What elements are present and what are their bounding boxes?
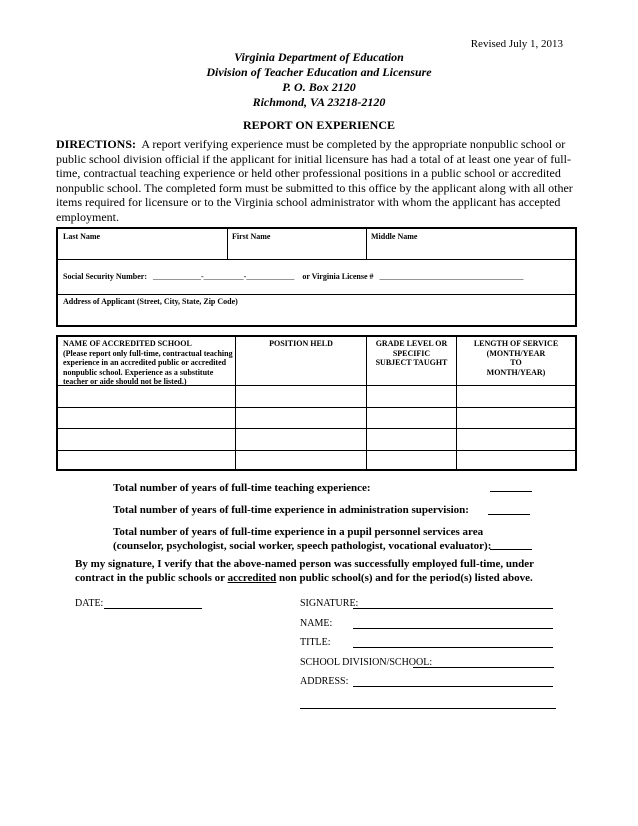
address-field[interactable]: Address of Applicant (Street, City, State, Zip Code)	[63, 297, 238, 306]
col-length-line: (MONTH/YEAR	[486, 348, 546, 358]
col-length-line: MONTH/YEAR)	[486, 367, 546, 377]
school-division-label: SCHOOL DIVISION/SCHOOL:	[300, 657, 433, 668]
total-teaching-label: Total number of years of full-time teaching experience:	[113, 482, 371, 494]
row-divider	[58, 428, 575, 429]
divider	[366, 229, 367, 260]
title-field[interactable]	[353, 647, 553, 648]
form-title: REPORT ON EXPERIENCE	[242, 118, 396, 132]
directions-text: A report verifying experience must be completed by the appropriate nonpublic school or public school division official if the applicant for initial licensure has had a total of at least one year of full-time, contractual teaching experience or held other professional positions in a public school or accredited nonpublic school. The completed form must be submitted to this office by the applicant along with all other items required for licensure or to the Virginia school administrator with whom the applicant has accepted employment.	[56, 137, 573, 224]
last-name-field[interactable]: Last Name	[63, 232, 101, 241]
col-length-line: LENGTH OF SERVICE	[473, 339, 559, 348]
row-divider	[58, 407, 575, 408]
col-school-title: NAME OF ACCREDITED SCHOOL	[63, 339, 192, 348]
title-label: TITLE:	[300, 637, 331, 648]
name-field[interactable]	[353, 628, 553, 629]
col-grade-header	[367, 339, 456, 368]
header-line-1: Virginia Department of Education	[234, 50, 404, 64]
date-field[interactable]	[104, 608, 202, 609]
name-label: NAME:	[300, 618, 333, 629]
total-admin-label: Total number of years of full-time experience in administration supervision:	[113, 504, 469, 516]
verify-text-2: non public school(s) and for the period(s) listed above.	[276, 571, 533, 584]
address-label: ADDRESS:	[300, 676, 349, 687]
col-grade-line: GRADE LEVEL OR	[375, 339, 448, 348]
row-divider	[58, 450, 575, 451]
header-line-4: Richmond, VA 23218-2120	[252, 95, 386, 109]
col-position-header: POSITION HELD	[269, 339, 333, 348]
col-school-header	[63, 339, 233, 387]
applicant-info-box	[56, 227, 577, 327]
address-field-line-1[interactable]	[353, 686, 553, 687]
total-pupil-line-1: Total number of years of full-time experience in a pupil personnel services area	[113, 526, 484, 538]
col-school-note: (Please report only full-time, contractual teaching experience in an accredited public or accredited nonpublic school. Experience as a substitute teacher or aide should not be listed.)	[63, 348, 233, 386]
first-name-field[interactable]: First Name	[232, 232, 271, 241]
agency-header	[0, 50, 638, 110]
total-teaching-field[interactable]	[490, 491, 532, 492]
total-admin-field[interactable]	[488, 514, 530, 515]
ssn-row	[63, 272, 524, 281]
header-line-3: P. O. Box 2120	[282, 80, 356, 94]
header-line-2: Division of Teacher Education and Licensure	[206, 65, 432, 79]
address-field-line-2[interactable]	[300, 708, 556, 709]
col-grade-line: SUBJECT TAUGHT	[375, 358, 448, 367]
divider	[227, 229, 228, 260]
col-grade-line: SPECIFIC	[392, 348, 431, 358]
revision-date: Revised July 1, 2013	[470, 38, 563, 50]
license-field[interactable]: ____________________________________	[379, 272, 524, 281]
ssn-field[interactable]: ____________-__________-____________	[153, 272, 295, 281]
directions-label: DIRECTIONS:	[56, 137, 137, 151]
divider	[58, 294, 575, 295]
ssn-label: Social Security Number:	[63, 272, 147, 281]
total-pupil-line-2: (counselor, psychologist, social worker, speech pathologist, vocational evaluator):	[113, 540, 492, 552]
directions-paragraph	[56, 137, 578, 224]
school-division-field[interactable]	[413, 667, 554, 668]
middle-name-field[interactable]: Middle Name	[371, 232, 418, 241]
col-length-line: TO	[510, 358, 522, 367]
license-label: or Virginia License #	[302, 272, 374, 281]
total-pupil-field[interactable]	[490, 549, 532, 550]
experience-table	[56, 335, 577, 471]
signature-label: SIGNATURE:	[300, 598, 359, 609]
signature-field[interactable]	[353, 608, 553, 609]
verification-statement	[75, 558, 570, 585]
total-pupil-label	[113, 525, 491, 553]
date-label: DATE:	[75, 598, 104, 609]
verify-underlined: accredited	[227, 571, 277, 584]
divider	[58, 259, 575, 260]
verify-text-1: By my signature, I verify that the above-named person was successfully employed full-time, under contract in the public schools or	[75, 558, 534, 584]
col-length-header	[457, 339, 575, 377]
